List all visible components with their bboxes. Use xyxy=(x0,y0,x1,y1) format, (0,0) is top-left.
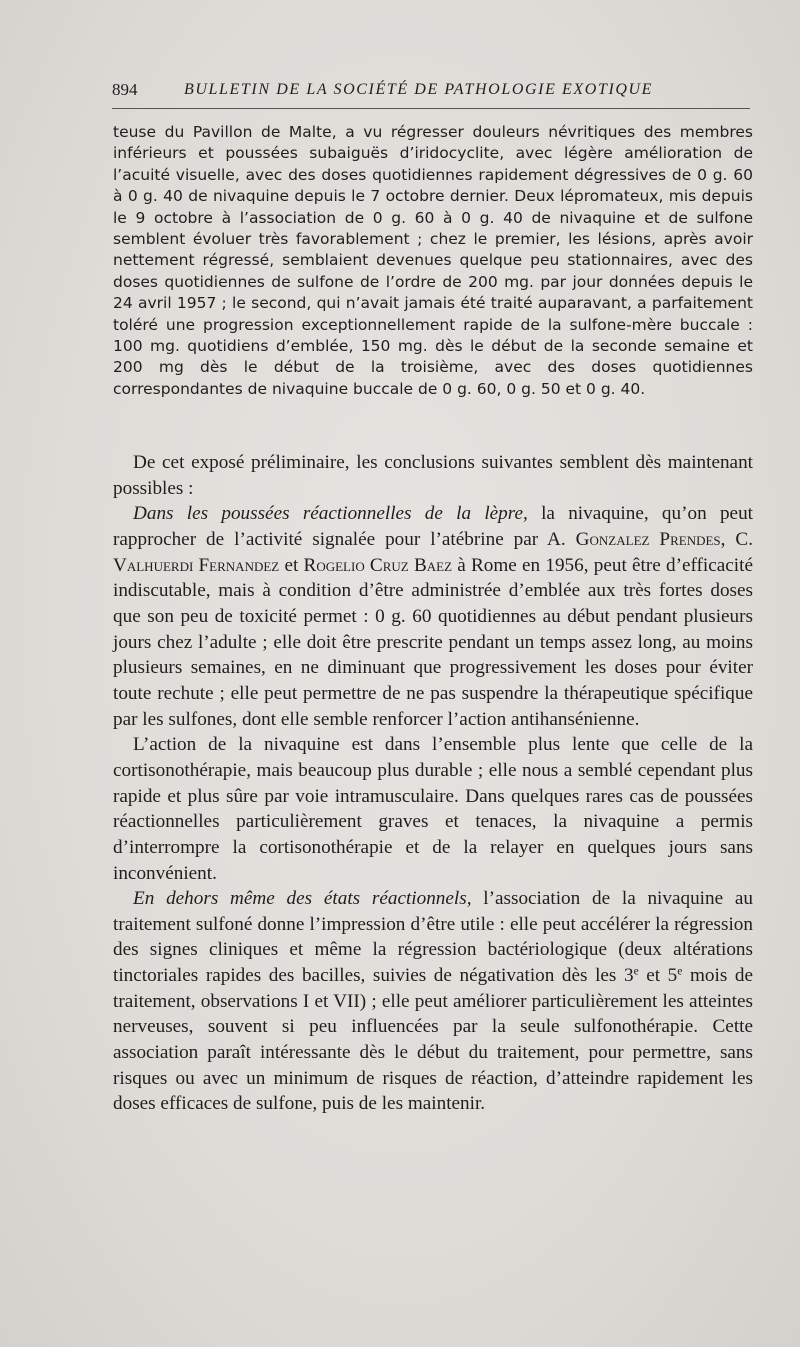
superscript-e-1: e xyxy=(633,965,639,978)
superscript-e-2: e xyxy=(677,965,683,978)
dehors-paragraph xyxy=(113,886,753,1117)
conclusions-block xyxy=(113,450,753,1117)
lepre-sep-1: , C. xyxy=(720,528,754,550)
action-paragraph: L’action de la nivaquine est dans l’ensemble plus lente que celle de la cortisonothérapie, mais beaucoup plus durable ; elle nous a semblé cependant plus rapide et plus sûre par voie intramusculaire. Dans quelques rares cas de poussées réactionnelles particulièrement graves et tenaces, la nivaquine a permis d’interrompre la cortisonothérapie et de la relayer en quelques jours sans inconvénient. xyxy=(113,734,753,884)
case-paragraph: teuse du Pavillon de Malte, a vu régresser douleurs névritiques des membres inférieurs et poussées subaiguës d’iridocyclite, avec légère amélioration de l’acuité visuelle, avec des doses quotidiennes rapidement dégressives de 0 g. 60 à 0 g. 40 de nivaquine depuis le 7 octobre dernier. Deux lépromateux, mis depuis le 9 octobre à l’association de 0 g. 60 à 0 g. 40 de nivaquine et de sulfone semblent évoluer très favorablement ; chez le premier, les lésions, après avoir nettement régressé, semblaient devenues quelque peu stationnaires, avec des doses quotidiennes de sulfone de l’ordre de 200 mg. par jour données depuis le 24 avril 1957 ; le second, qui n’avait jamais été traité auparavant, a parfaitement toléré une progression exceptionnellement rapide de la sulfone-mère buccale : 100 mg. quotidiens d’emblée, 150 mg. dès le début de la seconde semaine et 200 mg dès le début de la troisième, avec des doses quotidiennes correspondantes de nivaquine buccale de 0 g. 60, 0 g. 50 et 0 g. 40. xyxy=(113,123,753,398)
page-number: 894 xyxy=(112,80,138,99)
lepre-text-b: à Rome en 1956, peut être d’efficacité indiscutable, mais à condition d’être administrée d’emblée aux très fortes doses que son peu de toxicité permet : 0 g. 60 quotidiennes au début pendant plusieurs jours chez l’adulte ; elle doit être prescrite pendant un temps assez long, au moins plusieurs semaines, en ne diminuant que progressivement les doses pour éviter toute rechute ; elle peut permettre de ne pas suspendre la thérapeutique spécifique par les sulfones, dont elle semble renforcer l’action antihansénienne. xyxy=(113,554,753,730)
author-rogelio-cruz-baez: Rogelio Cruz Baez xyxy=(303,554,453,576)
author-gonzalez-prendes: Gonzalez Prendes xyxy=(575,528,721,550)
dehors-text-b: et 5 xyxy=(638,965,678,987)
lepre-text-a: la nivaquine, qu’on peut rapprocher de l’activité signalée pour l’atébrine par A. xyxy=(113,503,753,550)
dehors-lead: En dehors même des états réactionnels, xyxy=(133,888,472,910)
dehors-text-c: mois de traitement, observations I et VII) ; elle peut améliorer particulièrement les atteintes nerveuses, souvent si peu influencées par la seule sulfonothérapie. Cette association paraît intéressante dès le début du traitement, pour permettre, sans risques ou avec un minimum de risques de réaction, d’atteindre rapidement les doses efficaces de sulfone, puis de les maintenir. xyxy=(113,965,753,1115)
case-report-block xyxy=(113,122,753,400)
lepre-lead: Dans les poussées réactionnelles de la lèpre, xyxy=(133,503,528,525)
lepre-sep-2: et xyxy=(279,554,304,576)
lepre-paragraph xyxy=(113,501,753,732)
page-header xyxy=(112,79,752,103)
author-valhuerdi-fernandez: Valhuerdi Fernandez xyxy=(113,554,280,576)
dehors-text-a: l’association de la nivaquine au traitement sulfoné donne l’impression d’être utile : elle peut accélérer la régression des signes cliniques et même la régression bactériologique (deux altérations tinctoriales rapides des bacilles, suivies de négativation dès les 3 xyxy=(113,888,753,987)
header-rule xyxy=(112,108,750,109)
conclusions-intro: De cet exposé préliminaire, les conclusions suivantes semblent dès maintenant possibles : xyxy=(113,452,753,499)
running-title: BULLETIN DE LA SOCIÉTÉ DE PATHOLOGIE EXOTIQUE xyxy=(184,81,654,98)
